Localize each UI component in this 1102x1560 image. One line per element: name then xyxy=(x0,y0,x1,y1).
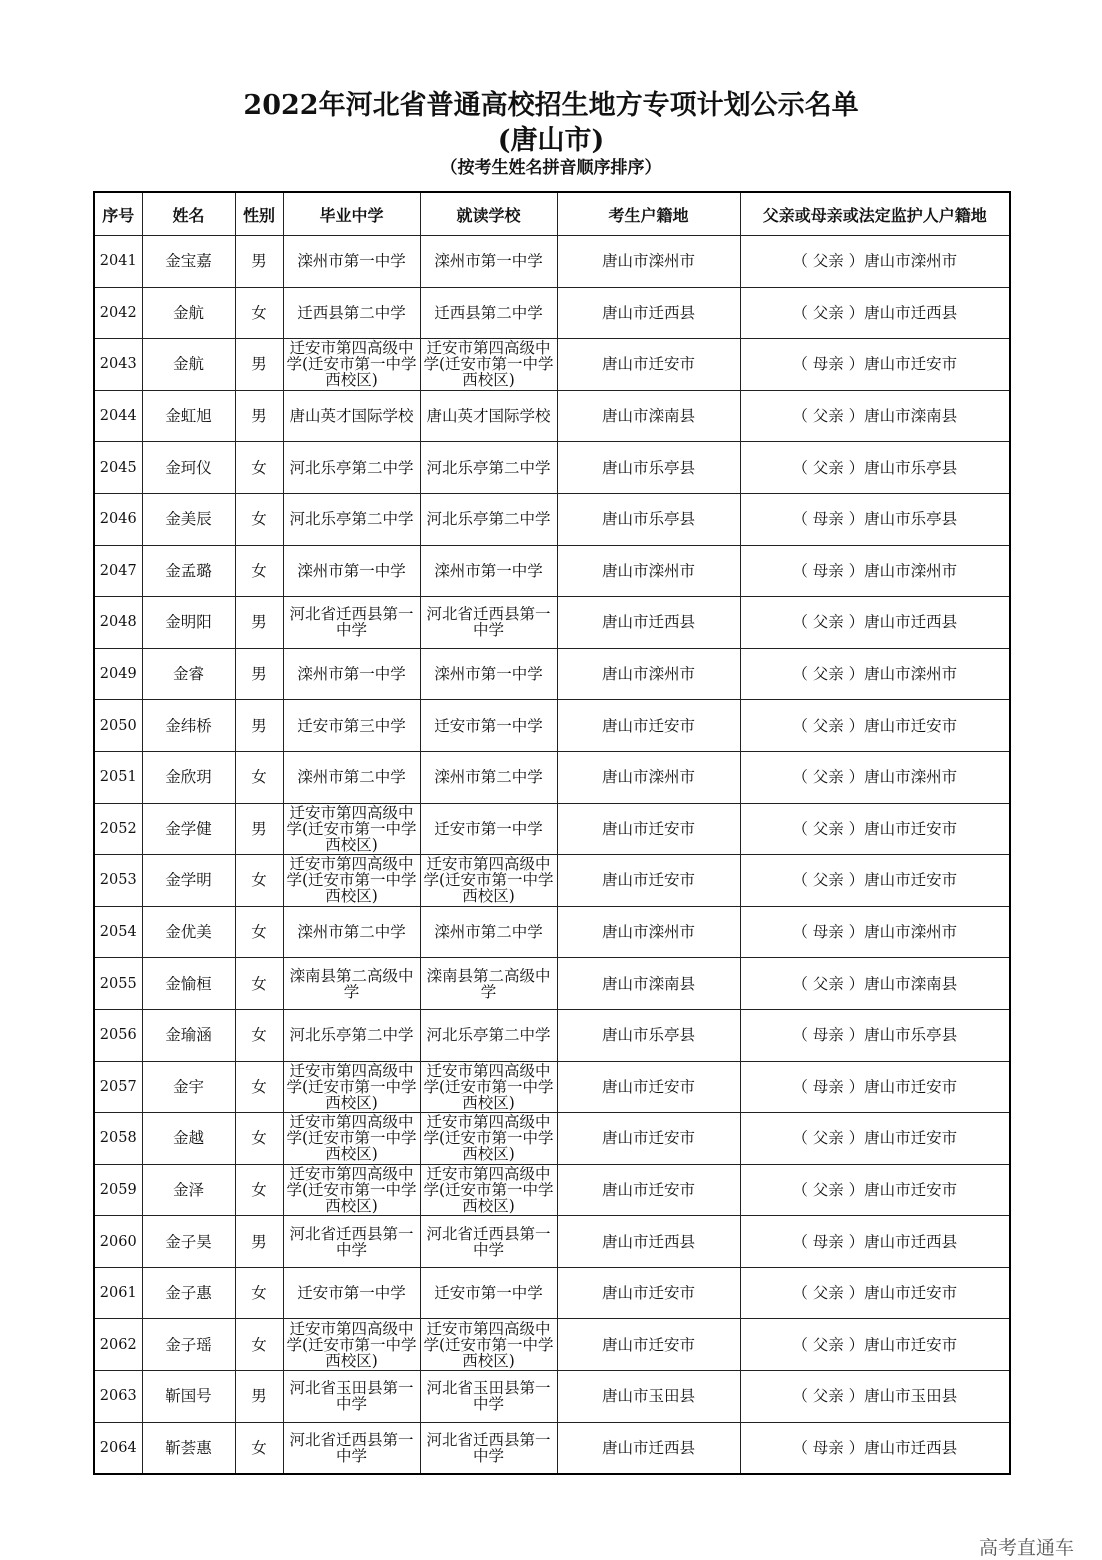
guardian-hukou-cell: （ 母亲 ）唐山市滦州市 xyxy=(740,906,1010,958)
guardian-hukou-cell: （ 母亲 ）唐山市乐亭县 xyxy=(740,493,1010,545)
current-school-cell: 河北乐亭第二中学 xyxy=(420,442,557,494)
current-school-cell: 滦州市第二中学 xyxy=(420,906,557,958)
graduate-school-cell: 滦南县第二高级中学 xyxy=(283,958,420,1010)
guardian-hukou-cell: （ 母亲 ）唐山市迁西县 xyxy=(740,1422,1010,1474)
guardian-hukou-cell: （ 父亲 ）唐山市迁安市 xyxy=(740,1164,1010,1216)
graduate-school-cell: 迁安市第四高级中学(迁安市第一中学西校区) xyxy=(283,1164,420,1216)
hukou-cell: 唐山市迁安市 xyxy=(557,1267,740,1319)
gender-cell: 女 xyxy=(235,287,283,339)
current-school-cell: 滦州市第二中学 xyxy=(420,751,557,803)
header-cell: 姓名 xyxy=(142,192,235,236)
hukou-cell: 唐山市迁安市 xyxy=(557,803,740,855)
graduate-school-cell: 滦州市第二中学 xyxy=(283,751,420,803)
serial-cell: 2060 xyxy=(94,1216,142,1268)
name-cell: 靳荟惠 xyxy=(142,1422,235,1474)
name-cell: 金子昊 xyxy=(142,1216,235,1268)
name-cell: 金珂仪 xyxy=(142,442,235,494)
table-row xyxy=(94,545,1010,597)
guardian-hukou-cell: （ 父亲 ）唐山市玉田县 xyxy=(740,1371,1010,1423)
current-school-cell: 河北省迁西县第一中学 xyxy=(420,1422,557,1474)
header-cell: 毕业中学 xyxy=(283,192,420,236)
guardian-hukou-cell: （ 父亲 ）唐山市迁安市 xyxy=(740,1113,1010,1165)
graduate-school-cell: 唐山英才国际学校 xyxy=(283,390,420,442)
hukou-cell: 唐山市迁西县 xyxy=(557,597,740,649)
hukou-cell: 唐山市乐亭县 xyxy=(557,1009,740,1061)
table-row xyxy=(94,339,1010,391)
current-school-cell: 河北乐亭第二中学 xyxy=(420,1009,557,1061)
current-school-cell: 迁安市第四高级中学(迁安市第一中学西校区) xyxy=(420,855,557,907)
hukou-cell: 唐山市迁安市 xyxy=(557,339,740,391)
name-cell: 金子惠 xyxy=(142,1267,235,1319)
current-school-cell: 迁西县第二中学 xyxy=(420,287,557,339)
serial-cell: 2042 xyxy=(94,287,142,339)
guardian-hukou-cell: （ 母亲 ）唐山市迁安市 xyxy=(740,1061,1010,1113)
gender-cell: 男 xyxy=(235,597,283,649)
gender-cell: 女 xyxy=(235,493,283,545)
guardian-hukou-cell: （ 父亲 ）唐山市滦南县 xyxy=(740,958,1010,1010)
gender-cell: 女 xyxy=(235,1009,283,1061)
graduate-school-cell: 迁西县第二中学 xyxy=(283,287,420,339)
table-row xyxy=(94,1371,1010,1423)
table-row xyxy=(94,1267,1010,1319)
current-school-cell: 滦州市第一中学 xyxy=(420,545,557,597)
gender-cell: 男 xyxy=(235,339,283,391)
current-school-cell: 唐山英才国际学校 xyxy=(420,390,557,442)
current-school-cell: 滦南县第二高级中学 xyxy=(420,958,557,1010)
name-cell: 金航 xyxy=(142,339,235,391)
serial-cell: 2049 xyxy=(94,648,142,700)
current-school-cell: 迁安市第四高级中学(迁安市第一中学西校区) xyxy=(420,1113,557,1165)
gender-cell: 女 xyxy=(235,855,283,907)
hukou-cell: 唐山市迁安市 xyxy=(557,700,740,752)
gender-cell: 女 xyxy=(235,1319,283,1371)
table-row xyxy=(94,803,1010,855)
serial-cell: 2063 xyxy=(94,1371,142,1423)
name-cell: 金孟璐 xyxy=(142,545,235,597)
name-cell: 金子瑶 xyxy=(142,1319,235,1371)
serial-cell: 2057 xyxy=(94,1061,142,1113)
table-row xyxy=(94,1319,1010,1371)
name-cell: 靳国号 xyxy=(142,1371,235,1423)
watermark: 高考直通车 xyxy=(978,1537,1074,1559)
name-cell: 金瑜涵 xyxy=(142,1009,235,1061)
hukou-cell: 唐山市玉田县 xyxy=(557,1371,740,1423)
current-school-cell: 迁安市第一中学 xyxy=(420,803,557,855)
hukou-cell: 唐山市迁西县 xyxy=(557,287,740,339)
document-subtitle: (唐山市) xyxy=(497,125,605,156)
guardian-hukou-cell: （ 父亲 ）唐山市滦州市 xyxy=(740,751,1010,803)
name-cell: 金美辰 xyxy=(142,493,235,545)
current-school-cell: 滦州市第一中学 xyxy=(420,236,557,288)
guardian-hukou-cell: （ 父亲 ）唐山市迁安市 xyxy=(740,855,1010,907)
table-row xyxy=(94,442,1010,494)
table-row xyxy=(94,390,1010,442)
table-row xyxy=(94,1113,1010,1165)
guardian-hukou-cell: （ 父亲 ）唐山市迁安市 xyxy=(740,700,1010,752)
hukou-cell: 唐山市迁安市 xyxy=(557,1164,740,1216)
gender-cell: 男 xyxy=(235,803,283,855)
gender-cell: 男 xyxy=(235,648,283,700)
table-row xyxy=(94,751,1010,803)
current-school-cell: 迁安市第一中学 xyxy=(420,1267,557,1319)
current-school-cell: 河北省迁西县第一中学 xyxy=(420,1216,557,1268)
gender-cell: 女 xyxy=(235,906,283,958)
current-school-cell: 迁安市第四高级中学(迁安市第一中学西校区) xyxy=(420,339,557,391)
hukou-cell: 唐山市滦州市 xyxy=(557,906,740,958)
hukou-cell: 唐山市滦州市 xyxy=(557,236,740,288)
table-row xyxy=(94,1422,1010,1474)
serial-cell: 2050 xyxy=(94,700,142,752)
graduate-school-cell: 迁安市第四高级中学(迁安市第一中学西校区) xyxy=(283,803,420,855)
hukou-cell: 唐山市滦州市 xyxy=(557,648,740,700)
guardian-hukou-cell: （ 父亲 ）唐山市迁安市 xyxy=(740,1319,1010,1371)
hukou-cell: 唐山市迁安市 xyxy=(557,1061,740,1113)
gender-cell: 男 xyxy=(235,1216,283,1268)
graduate-school-cell: 迁安市第三中学 xyxy=(283,700,420,752)
serial-cell: 2064 xyxy=(94,1422,142,1474)
table-body xyxy=(94,236,1010,1475)
gender-cell: 女 xyxy=(235,1267,283,1319)
serial-cell: 2046 xyxy=(94,493,142,545)
serial-cell: 2052 xyxy=(94,803,142,855)
current-school-cell: 迁安市第一中学 xyxy=(420,700,557,752)
gender-cell: 女 xyxy=(235,1164,283,1216)
serial-cell: 2058 xyxy=(94,1113,142,1165)
guardian-hukou-cell: （ 父亲 ）唐山市迁安市 xyxy=(740,803,1010,855)
serial-cell: 2056 xyxy=(94,1009,142,1061)
table-row xyxy=(94,1009,1010,1061)
name-cell: 金虹旭 xyxy=(142,390,235,442)
serial-cell: 2047 xyxy=(94,545,142,597)
hukou-cell: 唐山市乐亭县 xyxy=(557,493,740,545)
graduate-school-cell: 迁安市第四高级中学(迁安市第一中学西校区) xyxy=(283,1113,420,1165)
name-cell: 金宇 xyxy=(142,1061,235,1113)
gender-cell: 男 xyxy=(235,700,283,752)
header-cell: 父亲或母亲或法定监护人户籍地 xyxy=(740,192,1010,236)
name-cell: 金睿 xyxy=(142,648,235,700)
table-row xyxy=(94,906,1010,958)
roster-table xyxy=(93,191,1011,1475)
name-cell: 金学明 xyxy=(142,855,235,907)
current-school-cell: 河北省玉田县第一中学 xyxy=(420,1371,557,1423)
table-row xyxy=(94,493,1010,545)
document-title: 2022年河北省普通高校招生地方专项计划公示名单 xyxy=(243,90,859,121)
graduate-school-cell: 河北省迁西县第一中学 xyxy=(283,1216,420,1268)
serial-cell: 2048 xyxy=(94,597,142,649)
guardian-hukou-cell: （ 父亲 ）唐山市滦州市 xyxy=(740,236,1010,288)
gender-cell: 男 xyxy=(235,1371,283,1423)
serial-cell: 2053 xyxy=(94,855,142,907)
graduate-school-cell: 迁安市第一中学 xyxy=(283,1267,420,1319)
graduate-school-cell: 迁安市第四高级中学(迁安市第一中学西校区) xyxy=(283,339,420,391)
current-school-cell: 迁安市第四高级中学(迁安市第一中学西校区) xyxy=(420,1164,557,1216)
hukou-cell: 唐山市迁安市 xyxy=(557,1319,740,1371)
serial-cell: 2059 xyxy=(94,1164,142,1216)
serial-cell: 2043 xyxy=(94,339,142,391)
serial-cell: 2062 xyxy=(94,1319,142,1371)
name-cell: 金优美 xyxy=(142,906,235,958)
hukou-cell: 唐山市迁西县 xyxy=(557,1216,740,1268)
table-row xyxy=(94,1061,1010,1113)
serial-cell: 2051 xyxy=(94,751,142,803)
gender-cell: 女 xyxy=(235,1113,283,1165)
graduate-school-cell: 河北乐亭第二中学 xyxy=(283,1009,420,1061)
graduate-school-cell: 迁安市第四高级中学(迁安市第一中学西校区) xyxy=(283,1319,420,1371)
current-school-cell: 迁安市第四高级中学(迁安市第一中学西校区) xyxy=(420,1319,557,1371)
guardian-hukou-cell: （ 母亲 ）唐山市迁西县 xyxy=(740,1216,1010,1268)
serial-cell: 2055 xyxy=(94,958,142,1010)
sort-note: （按考生姓名拼音顺序排序） xyxy=(440,158,662,178)
gender-cell: 男 xyxy=(235,390,283,442)
graduate-school-cell: 河北省迁西县第一中学 xyxy=(283,597,420,649)
table-row xyxy=(94,958,1010,1010)
gender-cell: 女 xyxy=(235,751,283,803)
gender-cell: 男 xyxy=(235,236,283,288)
graduate-school-cell: 河北省迁西县第一中学 xyxy=(283,1422,420,1474)
name-cell: 金欣玥 xyxy=(142,751,235,803)
name-cell: 金航 xyxy=(142,287,235,339)
guardian-hukou-cell: （ 父亲 ）唐山市迁西县 xyxy=(740,597,1010,649)
hukou-cell: 唐山市滦州市 xyxy=(557,545,740,597)
guardian-hukou-cell: （ 父亲 ）唐山市滦州市 xyxy=(740,648,1010,700)
gender-cell: 女 xyxy=(235,1061,283,1113)
table-row xyxy=(94,1216,1010,1268)
guardian-hukou-cell: （ 母亲 ）唐山市乐亭县 xyxy=(740,1009,1010,1061)
guardian-hukou-cell: （ 父亲 ）唐山市迁安市 xyxy=(740,1267,1010,1319)
guardian-hukou-cell: （ 父亲 ）唐山市迁西县 xyxy=(740,287,1010,339)
gender-cell: 女 xyxy=(235,958,283,1010)
hukou-cell: 唐山市迁安市 xyxy=(557,1113,740,1165)
graduate-school-cell: 滦州市第一中学 xyxy=(283,545,420,597)
hukou-cell: 唐山市乐亭县 xyxy=(557,442,740,494)
gender-cell: 女 xyxy=(235,1422,283,1474)
table-row xyxy=(94,648,1010,700)
table-row xyxy=(94,700,1010,752)
guardian-hukou-cell: （ 父亲 ）唐山市滦南县 xyxy=(740,390,1010,442)
table-row xyxy=(94,855,1010,907)
table-row xyxy=(94,287,1010,339)
table-row xyxy=(94,597,1010,649)
header-cell: 就读学校 xyxy=(420,192,557,236)
name-cell: 金宝嘉 xyxy=(142,236,235,288)
guardian-hukou-cell: （ 父亲 ）唐山市乐亭县 xyxy=(740,442,1010,494)
current-school-cell: 滦州市第一中学 xyxy=(420,648,557,700)
guardian-hukou-cell: （ 母亲 ）唐山市迁安市 xyxy=(740,339,1010,391)
serial-cell: 2041 xyxy=(94,236,142,288)
current-school-cell: 迁安市第四高级中学(迁安市第一中学西校区) xyxy=(420,1061,557,1113)
hukou-cell: 唐山市滦州市 xyxy=(557,751,740,803)
hukou-cell: 唐山市滦南县 xyxy=(557,958,740,1010)
name-cell: 金纬桥 xyxy=(142,700,235,752)
serial-cell: 2045 xyxy=(94,442,142,494)
graduate-school-cell: 迁安市第四高级中学(迁安市第一中学西校区) xyxy=(283,855,420,907)
gender-cell: 女 xyxy=(235,442,283,494)
name-cell: 金愉桓 xyxy=(142,958,235,1010)
current-school-cell: 河北乐亭第二中学 xyxy=(420,493,557,545)
hukou-cell: 唐山市迁安市 xyxy=(557,855,740,907)
graduate-school-cell: 河北省玉田县第一中学 xyxy=(283,1371,420,1423)
graduate-school-cell: 滦州市第一中学 xyxy=(283,648,420,700)
table-row xyxy=(94,1164,1010,1216)
hukou-cell: 唐山市滦南县 xyxy=(557,390,740,442)
name-cell: 金越 xyxy=(142,1113,235,1165)
graduate-school-cell: 滦州市第一中学 xyxy=(283,236,420,288)
table-row xyxy=(94,236,1010,288)
hukou-cell: 唐山市迁西县 xyxy=(557,1422,740,1474)
name-cell: 金学健 xyxy=(142,803,235,855)
graduate-school-cell: 迁安市第四高级中学(迁安市第一中学西校区) xyxy=(283,1061,420,1113)
serial-cell: 2061 xyxy=(94,1267,142,1319)
header-cell: 考生户籍地 xyxy=(557,192,740,236)
serial-cell: 2054 xyxy=(94,906,142,958)
name-cell: 金明阳 xyxy=(142,597,235,649)
graduate-school-cell: 河北乐亭第二中学 xyxy=(283,442,420,494)
header-cell: 序号 xyxy=(94,192,142,236)
graduate-school-cell: 河北乐亭第二中学 xyxy=(283,493,420,545)
gender-cell: 女 xyxy=(235,545,283,597)
serial-cell: 2044 xyxy=(94,390,142,442)
current-school-cell: 河北省迁西县第一中学 xyxy=(420,597,557,649)
guardian-hukou-cell: （ 母亲 ）唐山市滦州市 xyxy=(740,545,1010,597)
header-cell: 性别 xyxy=(235,192,283,236)
table-header-row xyxy=(94,192,1010,236)
graduate-school-cell: 滦州市第二中学 xyxy=(283,906,420,958)
name-cell: 金泽 xyxy=(142,1164,235,1216)
